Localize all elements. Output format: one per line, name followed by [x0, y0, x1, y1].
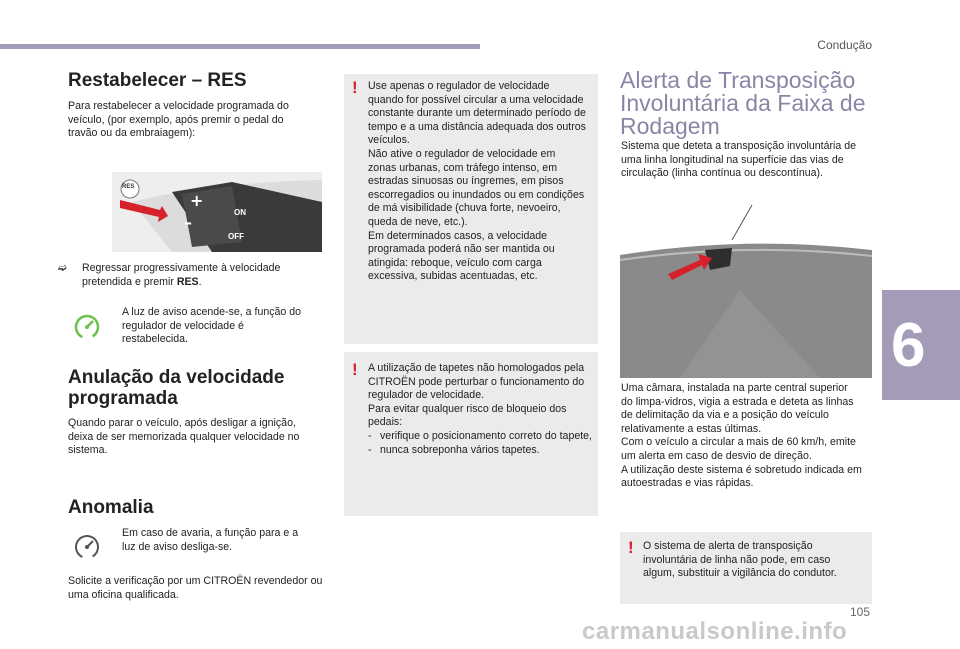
- watermark: carmanualsonline.info: [582, 618, 848, 645]
- lane-alert-intro: Sistema que deteta a transposição involuntária de uma linha longitudinal na superfície das vias de circulação (linha contínua ou descontínua).: [621, 140, 856, 180]
- cancel-text: Quando parar o veículo, após desligar a ignição, deixa de ser memorizada qualquer velocidade no sistema.: [68, 417, 300, 457]
- lane-alert-camera-text: Uma câmara, instalada na parte central superior do limpa-vidros, vigia a estrada e deteta as linhas de delimitação da via e a posição do veículo relativamente a estas últimas. Com o veículo a circular a mais de 60 km/h, emite um alerta em caso de desvio de direção. A utilização deste sistema é sobretudo indicada em autoestradas e vias rápidas.: [621, 382, 862, 490]
- off-label: OFF: [228, 232, 244, 241]
- res-intro: Para restabelecer a velocidade programada do veículo, (por exemplo, após premir o pedal do travão ou da embraiagem):: [68, 100, 289, 140]
- warning-icon: !: [352, 78, 358, 97]
- warning-icon: !: [628, 538, 634, 557]
- page-number: 105: [849, 605, 870, 619]
- svg-text:–: –: [184, 213, 192, 232]
- svg-text:+: +: [190, 191, 204, 210]
- cancel-title: Anulação da velocidade programada: [68, 367, 285, 409]
- speedometer-green-icon: [72, 312, 102, 347]
- on-label: ON: [234, 208, 246, 217]
- chapter-number: 6: [891, 311, 926, 380]
- res-step: ➫ Regressar progressivamente à velocidade pretendida e premir RES.: [58, 262, 281, 288]
- section-label: Condução: [817, 38, 872, 52]
- windscreen-camera-illustration: [620, 200, 872, 378]
- note-mats-text: A utilização de tapetes não homologados pela CITROËN pode perturbar o funcionamento do regulador de velocidade. Para evitar qualquer risco de bloqueio dos pedais: - verifique o posicionamento correto do tapete, - nunca sobreponha vários tapetes.: [368, 362, 593, 456]
- speedometer-grey-icon: [72, 532, 102, 567]
- note-cruise-usage-text: Use apenas o regulador de velocidade quando for possível circular a uma velocidade constante durante um determinado período de tempo e a uma distância adequada dos outros veículos. Não ative o regulador de velocidade em zonas urbanas, com tráfego intenso, em estradas sinuosas ou íngremes, em pisos escorregadios ou inundados ou em condições de má visibilidade (chuva forte, nevoeiro, queda de neve, etc.). Em determinados casos, a velocidade programada poderá não ser mantida ou atingida: reboque, veículo com carga excessiva, subidas acentuadas, etc.: [368, 80, 586, 283]
- fault-title: Anomalia: [68, 497, 154, 518]
- res-button-label: RES: [122, 184, 135, 190]
- note-lane-alert-text: O sistema de alerta de transposição involuntária de linha não pode, em caso algum, substituir a vigilância do condutor.: [643, 540, 837, 580]
- res-indicator-text: A luz de aviso acende-se, a função do regulador de velocidade é restabelecida.: [122, 306, 302, 346]
- header-bar: [0, 44, 480, 49]
- warning-icon: !: [352, 360, 358, 379]
- res-title: Restabelecer – RES: [68, 70, 247, 91]
- fault-indicator-text: Em caso de avaria, a função para e a luz de aviso desliga-se.: [122, 527, 299, 553]
- fault-text: Solicite a verificação por um CITROËN revendedor ou uma oficina qualificada.: [68, 575, 323, 601]
- lane-alert-title: Alerta de Transposição Involuntária da Faixa de Rodagem: [620, 67, 866, 139]
- bullet-arrow-icon: ➫: [58, 262, 67, 274]
- cruise-control-stalk-illustration: [112, 172, 322, 252]
